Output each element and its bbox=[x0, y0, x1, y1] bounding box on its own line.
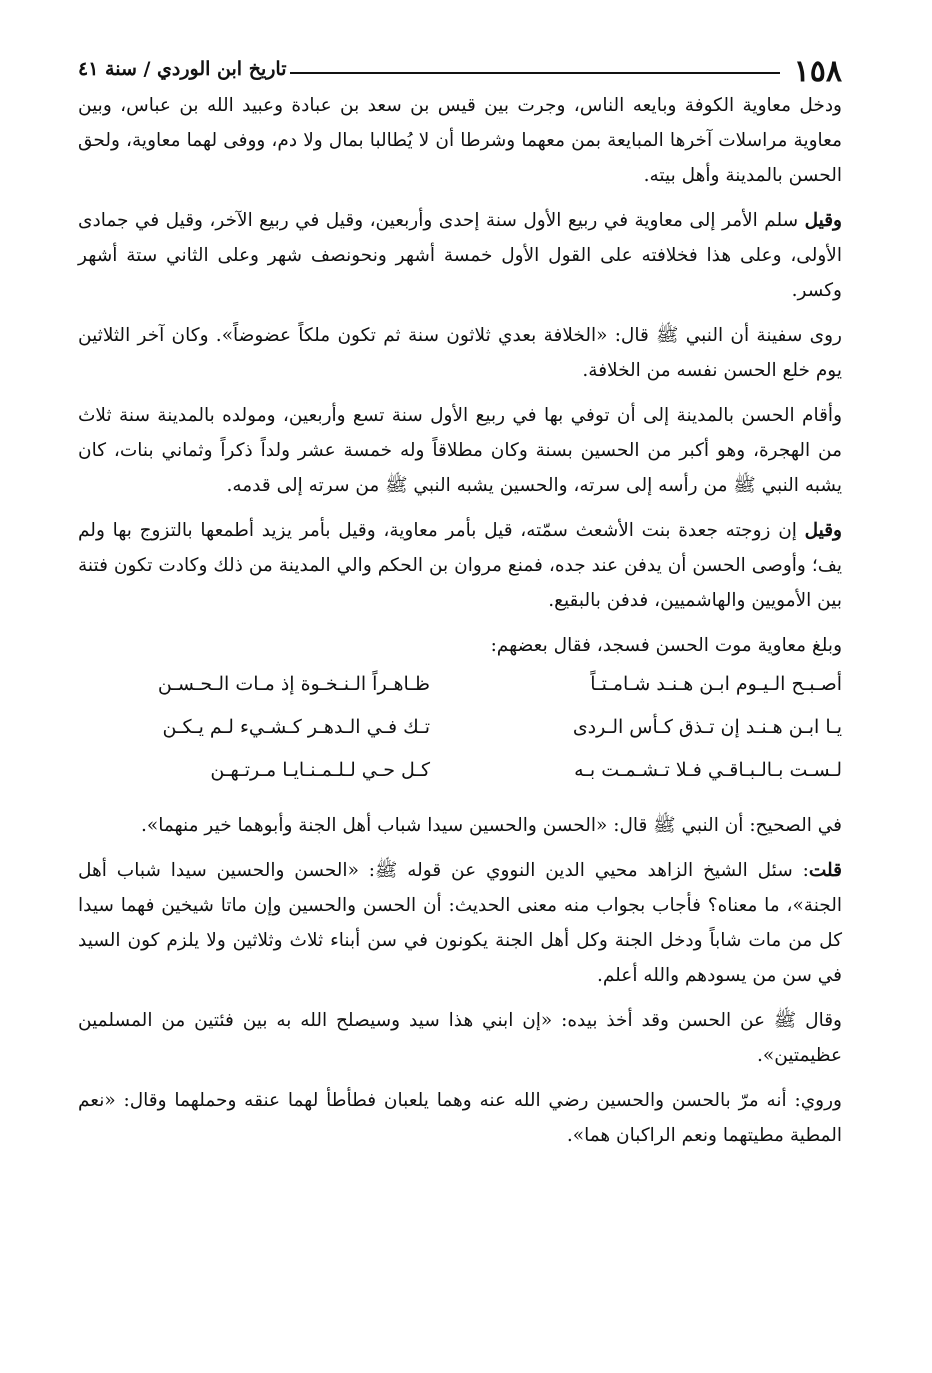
lead-word: قلت bbox=[808, 860, 842, 881]
paragraph: في الصحيح: أن النبي ﷺ قال: «الحسن والحسين سيدا شباب أهل الجنة وأبوهما خير منهما». bbox=[141, 815, 842, 836]
page-header bbox=[78, 44, 842, 88]
paragraph: روى سفينة أن النبي ﷺ قال: «الخلافة بعدي ثلاثون سنة ثم تكون ملكاً عضوضاً». وكان آخر الثلاثين يوم خلع الحسن نفسه من الخلافة. bbox=[78, 325, 842, 381]
paragraph: وقيل سلم الأمر إلى معاوية في ربيع الأول سنة إحدى وأربعين، وقيل في ربيع الآخر، وقيل في جمادى الأولى، وعلى هذا فخلافته على القول الأول خمسة أشهر ونحونصف شهر وعلى الثاني ستة أشهر وكسر. bbox=[78, 210, 842, 301]
verse-second-hemistich: ظـاهـراً الـنـخـوة إذ مـات الـحـسـن bbox=[157, 673, 430, 695]
page-body bbox=[78, 88, 842, 1153]
verse-first-hemistich: لـسـت بـالـبـاقـي فـلا تـشـمـت بـه bbox=[574, 759, 842, 781]
header-rule bbox=[290, 72, 780, 74]
paragraph: ودخل معاوية الكوفة وبايعه الناس، وجرت بين قيس بن سعد بن عبادة وعبيد الله بن عباس، وبين معاوية مراسلات آخرها المبايعة بمن معهما وشرطا أن لا يُطالبا بمال ولا دم، ووفى لهما معاوية، ولحق الحسن بالمدينة وأهل بيته. bbox=[78, 95, 842, 186]
paragraph: وقال ﷺ عن الحسن وقد أخذ بيده: «إن ابني هذا سيد وسيصلح الله به بين فئتين من المسلمين عظيمتين». bbox=[78, 1010, 842, 1066]
poem-verse bbox=[78, 716, 842, 759]
book-page bbox=[78, 44, 842, 1163]
paragraph: وبلغ معاوية موت الحسن فسجد، فقال بعضهم: bbox=[490, 635, 842, 656]
paragraph: وأقام الحسن بالمدينة إلى أن توفي بها في ربيع الأول سنة تسع وأربعين، ومولده بالمدينة سنة ثلاث من الهجرة، وهو أكبر من الحسين بسنة وكان مطلاقاً وله خمسة عشر ولداً ذكراً وثماني بنات، كان يشبه النبي ﷺ من رأسه إلى سرته، والحسين يشبه النبي ﷺ من سرته إلى قدمه. bbox=[78, 405, 842, 496]
page-number: ١٥٨ bbox=[793, 54, 842, 89]
verse-first-hemistich: أصـبـح الـيـوم ابـن هـنـد شـامـتـاً bbox=[590, 673, 842, 695]
verse-first-hemistich: يـا ابـن هـنـد إن تـذق كـأس الـردى bbox=[572, 716, 842, 738]
paragraph: قلت: سئل الشيخ الزاهد محيي الدين النووي عن قوله ﷺ: «الحسن والحسين سيدا شباب أهل الجنة»، ما معناه؟ فأجاب بجواب منه معنى الحديث: أن الحسن والحسين وإن ماتا شيخين فهما سيدا كل من مات شاباً ودخل الجنة وكل أهل الجنة يكونون في سن أبناء ثلاث وثلاثين ولا يلزم كون السيد في سن من يسودهم والله أعلم. bbox=[78, 860, 842, 986]
verse-second-hemistich: كـل حـي لـلـمـنـايـا مـرتـهـن bbox=[210, 759, 430, 781]
poem-verse bbox=[78, 673, 842, 716]
running-title: تاريخ ابن الوردي / سنة ٤١ bbox=[78, 58, 287, 80]
poem bbox=[78, 673, 842, 802]
poem-verse bbox=[78, 759, 842, 802]
paragraph: وروي: أنه مرّ بالحسن والحسين رضي الله عنه وهما يلعبان فطأطأ لهما عنقه وحملهما وقال: «نعم المطية مطيتهما ونعم الراكبان هما». bbox=[78, 1090, 842, 1146]
lead-word: وقيل bbox=[804, 520, 842, 541]
lead-word: وقيل bbox=[804, 210, 842, 231]
paragraph: وقيل إن زوجته جعدة بنت الأشعث سمّته، قيل بأمر معاوية، وقيل بأمر يزيد أطمعها بالتزوج بها ولم يف؛ وأوصى الحسن أن يدفن عند جده، فمنع مروان بن الحكم والي المدينة من ذلك وكادت تكون فتنة بين الأمويين والهاشميين، فدفن بالبقيع. bbox=[78, 520, 842, 611]
verse-second-hemistich: تـك فـي الـدهـر كـشـيء لـم يـكـن bbox=[162, 716, 430, 738]
